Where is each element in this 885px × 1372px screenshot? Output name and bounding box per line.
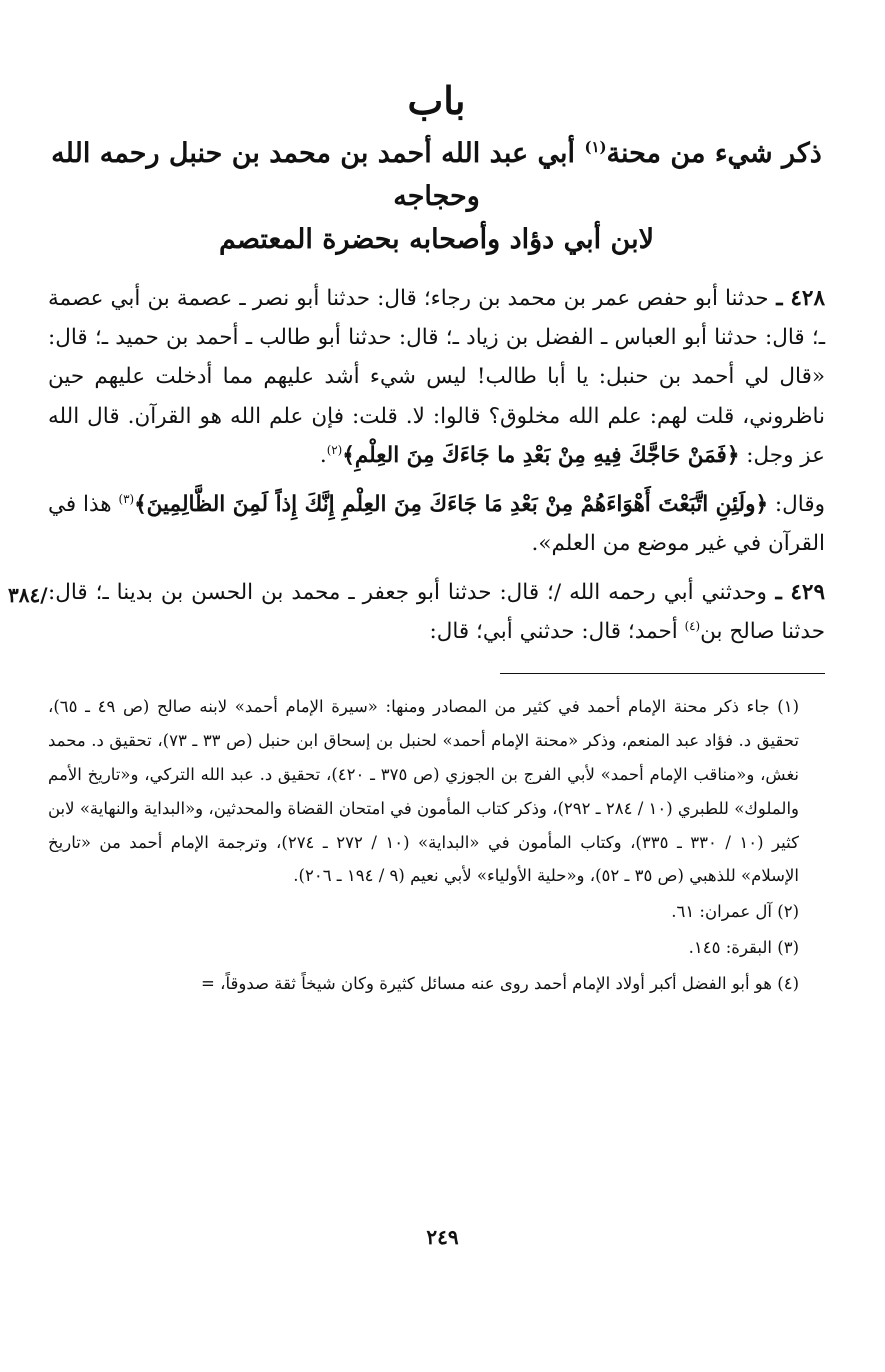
footnote-4-text: هو أبو الفضل أكبر أولاد الإمام أحمد روى عنه مسائل كثيرة وكان شيخاً ثقة صدوقاً، = (201, 973, 772, 993)
chapter-title-line-2: لابن أبي دؤاد وأصحابه بحضرة المعتصم (219, 223, 654, 255)
footnote-3-text: البقرة: ١٤٥. (688, 937, 772, 957)
paragraph-429 (8, 573, 825, 651)
chapter-title-part-a: ذكر شيء من محنة (606, 137, 822, 169)
paragraph-number-429: ٤٢٩ ـ (766, 580, 825, 606)
paragraph-428-continued (48, 485, 825, 563)
footnote-2-ref: (٢) (777, 902, 799, 922)
footnote-2 (48, 895, 825, 929)
paragraph-428b-tail: هذا في القرآن في غير موضع من العلم». (48, 491, 825, 556)
footnote-divider (500, 673, 825, 674)
footnote-ref-4: (٤) (684, 619, 701, 633)
footnote-4-ref: (٤) (777, 973, 799, 993)
chapter-title-part-b: أبي عبد الله أحمد بن محمد بن حنبل رحمه الله وحجاجه (51, 137, 585, 212)
footnote-1-text: جاء ذكر محنة الإمام أحمد في كثير من المصادر ومنها: «سيرة الإمام أحمد» لابنه صالح (ص ٤٩ ـ ٦٥)، تحقيق د. فؤاد عبد المنعم، وذكر «محنة الإمام أحمد» لحنبل بن إسحاق ابن حنبل (ص ٣٣ ـ ٧٣)، تحقيق د. محمد نغش، و«مناقب الإمام أحمد» لأبي الفرج بن الجوزي (ص ٣٧٥ ـ ٤٢٠)، تحقيق د. عبد الله التركي، و«تاريخ الأمم والملوك» للطبري (١٠ / ٢٨٤ ـ ٢٩٢)، وذكر كتاب المأمون في امتحان القضاة والمحدثين، و«البداية والنهاية» لابن كثير (١٠ / ٣٣٠ ـ ٣٣٥)، وكتاب المأمون في «البداية» (١٠ / ٢٧٢ ـ ٢٧٤)، وترجمة الإمام أحمد من «تاريخ الإسلام» للذهبي (ص ٣٥ ـ ٥٢)، و«حلية الأولياء» لأبي نعيم (٩ / ١٩٤ ـ ٢٠٦). (48, 697, 800, 886)
footnote-1 (48, 690, 825, 893)
chapter-heading: باب (407, 78, 466, 123)
footnote-3 (48, 931, 825, 965)
paragraph-428b-lead: وقال: (768, 491, 826, 517)
quran-verse-2: ﴿ولَئِنِ اتَّبَعْتَ أَهْوَاءَهُمْ مِنْ بَعْدِ مَا جَاءَكَ مِنَ العِلْمِ إِنَّكَ إِذاً لَمِنَ الظَّالِمِينَ﴾ (134, 491, 769, 517)
paragraph-428 (48, 279, 825, 475)
paragraph-429-text-a: وحدثني أبي رحمه الله /؛ قال: حدثنا أبو جعفر ـ محمد بن الحسن بن بدينا ـ؛ قال: حدثنا صالح بن (48, 580, 825, 645)
footnote-3-ref: (٣) (777, 937, 799, 957)
footnote-1-ref: (١) (777, 697, 799, 717)
quran-verse-1: ﴿فَمَنْ حَاجَّكَ فِيهِ مِنْ بَعْدِ ما جَاءَكَ مِنَ العِلْمِ﴾ (342, 442, 740, 468)
footnote-4 (48, 967, 825, 1001)
page-number: ٢٤٩ (426, 1225, 459, 1249)
footnote-ref-3: (٣) (118, 491, 135, 506)
paragraph-428-text: حدثنا أبو حفص عمر بن محمد بن رجاء؛ قال: حدثنا أبو نصر ـ عصمة بن أبي عصمة ـ؛ قال: حدثنا أبو العباس ـ الفضل بن زياد ـ؛ قال: حدثنا أبو طالب ـ أحمد بن حميد ـ؛ قال: «قال لي أحمد بن حنبل: يا أبا طالب! ليس شيء أشد عليهم مما أدخلت عليهم حين ناظروني، قلت لهم: علم الله مخلوق؟ قالوا: لا. قلت: فإن علم الله هو القرآن. قال الله عز وجل: (48, 286, 825, 468)
paragraph-428-tail: . (319, 442, 327, 468)
chapter-title (48, 132, 825, 262)
paragraph-429-text-b: أحمد؛ قال: حدثني أبي؛ قال: (429, 619, 685, 645)
margin-page-reference: /٣٨٤ (8, 583, 48, 608)
paragraph-number-428: ٤٢٨ ـ (768, 286, 825, 312)
footnote-ref-2: (٢) (326, 442, 343, 457)
footnote-2-text: آل عمران: ٦١. (671, 902, 772, 922)
footnote-ref-1: (١) (584, 137, 607, 156)
